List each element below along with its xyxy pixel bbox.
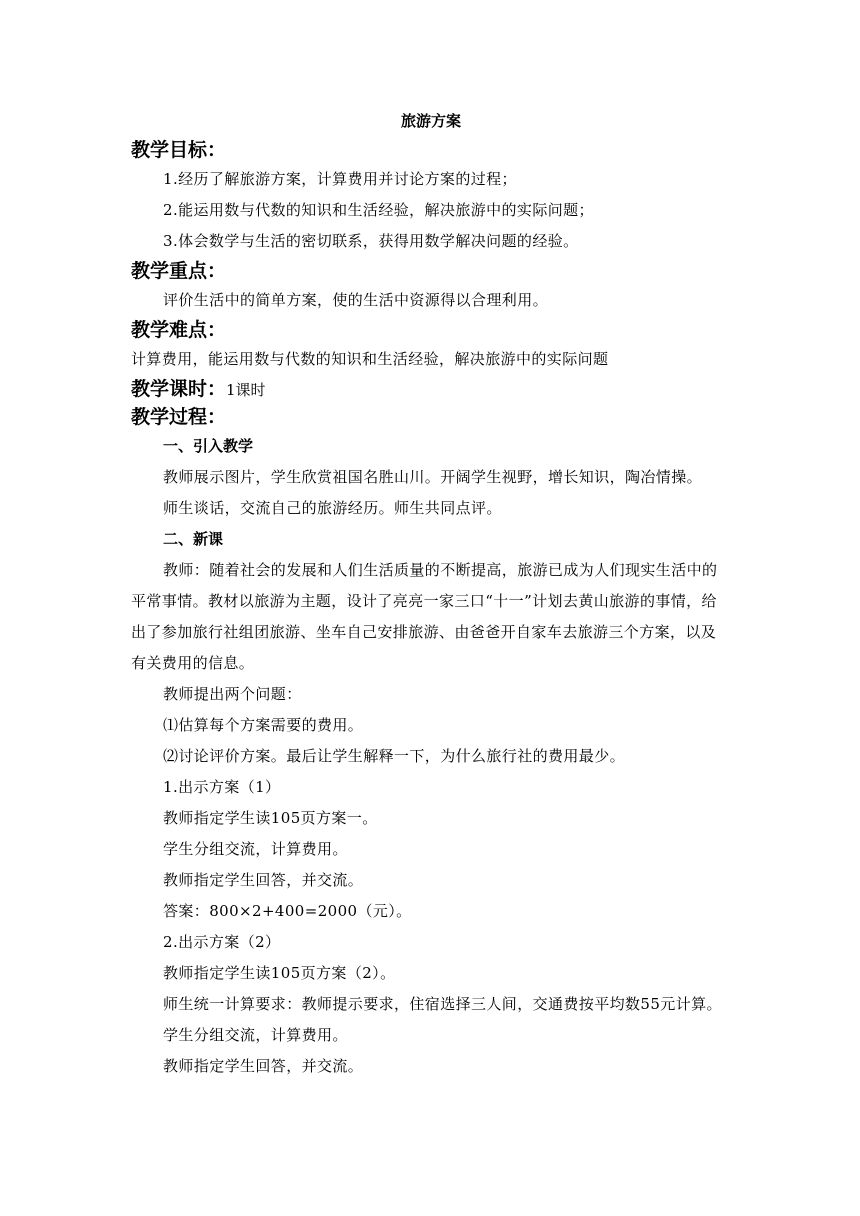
document-title: 旅游方案 — [400, 112, 461, 130]
key-points-heading: 教学重点： — [131, 260, 227, 282]
paragraph: ⑴估算每个方案需要的费用。 — [163, 716, 364, 734]
paragraph: ⑵讨论评价方案。最后让学生解释一下，为什么旅行社的费用最少。 — [163, 747, 626, 765]
process-heading: 教学过程： — [131, 406, 227, 428]
objective-item: 3.体会数学与生活的密切联系，获得用数学解决问题的经验。 — [163, 232, 579, 250]
paragraph: 学生分组交流，计算费用。 — [163, 1026, 348, 1044]
paragraph: 教师指定学生回答，并交流。 — [163, 1057, 364, 1075]
paragraph: 教师指定学生回答，并交流。 — [163, 871, 364, 889]
paragraph: 1.出示方案（1） — [163, 778, 281, 796]
objective-item: 1.经历了解旅游方案，计算费用并讨论方案的过程； — [163, 170, 517, 188]
paragraph: 学生分组交流，计算费用。 — [163, 840, 348, 858]
paragraph: 教师：随着社会的发展和人们生活质量的不断提高，旅游已成为人们现实生活中的平常事情。教材以旅游为主题，设计了亮亮一家三口“十一”计划去黄山旅游的事情，给出了参加旅行社组团旅游、坐车自己安排旅游、由爸爸开自家车去旅游三个方案，以及有关费用的信息。 — [131, 561, 718, 672]
key-points-text: 评价生活中的简单方案，使的生活中资源得以合理利用。 — [163, 291, 549, 309]
paragraph: 2.出示方案（2） — [163, 933, 281, 951]
duration-line — [131, 375, 731, 403]
paragraph: 教师提出两个问题： — [163, 685, 302, 703]
objectives-heading: 教学目标： — [131, 139, 227, 161]
document-page — [131, 106, 731, 1082]
paragraph: 答案：800×2+400=2000（元）。 — [163, 902, 412, 920]
paragraph: 教师指定学生读105页方案（2）。 — [163, 964, 396, 982]
paragraph: 教师指定学生读105页方案一。 — [163, 809, 378, 827]
duration-value: 1课时 — [226, 381, 266, 399]
objective-item: 2.能运用数与代数的知识和生活经验，解决旅游中的实际问题； — [163, 201, 594, 219]
difficulties-text: 计算费用，能运用数与代数的知识和生活经验，解决旅游中的实际问题 — [131, 350, 609, 368]
section-title-intro: 一、引入教学 — [163, 437, 254, 455]
section-title-new-lesson: 二、新课 — [163, 530, 224, 548]
paragraph: 教师展示图片，学生欣赏祖国名胜山川。开阔学生视野，增长知识，陶冶情操。 — [163, 468, 703, 486]
paragraph: 师生统一计算要求：教师提示要求，住宿选择三人间，交通费按平均数55元计算。 — [163, 995, 722, 1013]
paragraph: 师生谈话，交流自己的旅游经历。师生共同点评。 — [163, 499, 502, 517]
duration-heading: 教学课时： — [131, 378, 227, 400]
difficulties-heading: 教学难点： — [131, 319, 227, 341]
